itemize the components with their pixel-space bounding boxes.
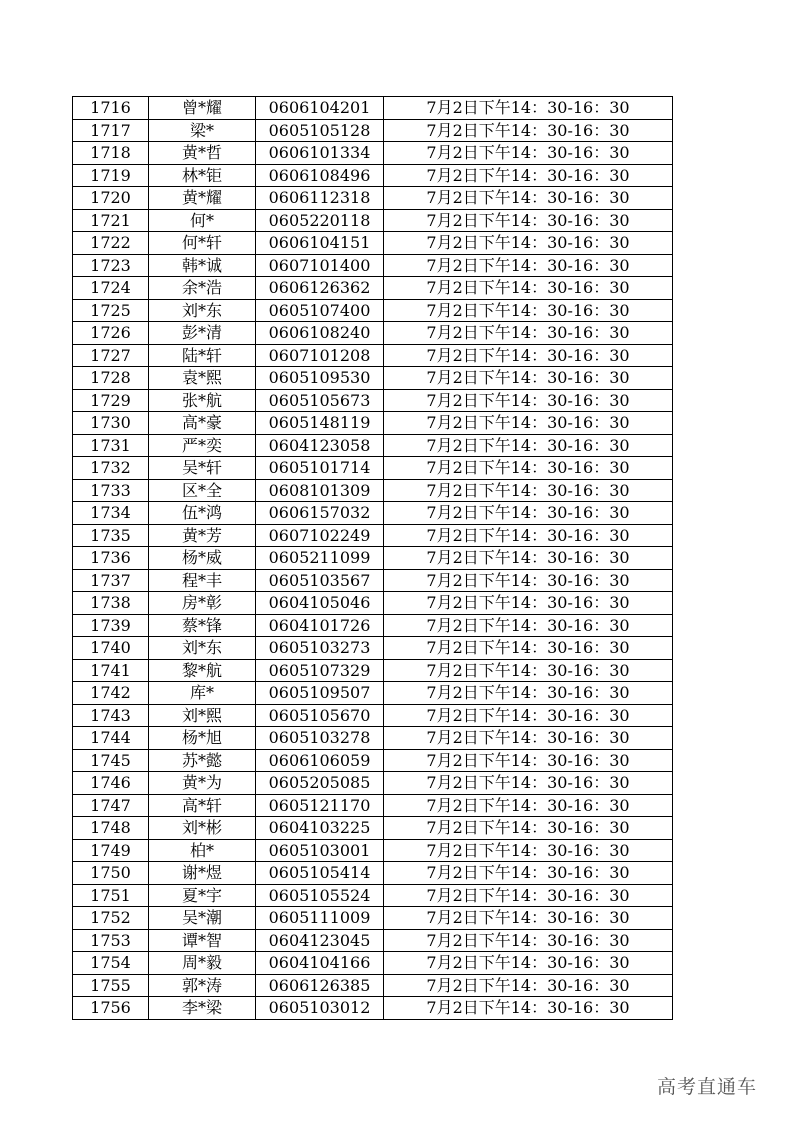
cell-candidate-id: 0605103012: [256, 997, 384, 1020]
cell-exam-time: 7月2日下午14：30-16：30: [384, 727, 673, 750]
cell-seq-number: 1737: [73, 569, 149, 592]
cell-exam-time: 7月2日下午14：30-16：30: [384, 434, 673, 457]
table-row: [73, 97, 673, 120]
cell-exam-time: 7月2日下午14：30-16：30: [384, 794, 673, 817]
cell-name: 林*钜: [149, 164, 256, 187]
table-row: [73, 952, 673, 975]
table-row: [73, 907, 673, 930]
cell-candidate-id: 0604103225: [256, 817, 384, 840]
watermark-text: 高考直通车: [657, 1076, 758, 1098]
cell-name: 曾*耀: [149, 97, 256, 120]
table-row: [73, 704, 673, 727]
cell-seq-number: 1731: [73, 434, 149, 457]
cell-candidate-id: 0606108240: [256, 322, 384, 345]
cell-candidate-id: 0607101208: [256, 344, 384, 367]
cell-name: 刘*东: [149, 299, 256, 322]
table-row: [73, 772, 673, 795]
cell-exam-time: 7月2日下午14：30-16：30: [384, 569, 673, 592]
table-row: [73, 974, 673, 997]
cell-name: 苏*懿: [149, 749, 256, 772]
cell-candidate-id: 0606106059: [256, 749, 384, 772]
cell-candidate-id: 0605103001: [256, 839, 384, 862]
table-row: [73, 839, 673, 862]
cell-seq-number: 1721: [73, 209, 149, 232]
cell-exam-time: 7月2日下午14：30-16：30: [384, 614, 673, 637]
cell-candidate-id: 0605105414: [256, 862, 384, 885]
table-row: [73, 209, 673, 232]
cell-candidate-id: 0605105673: [256, 389, 384, 412]
cell-seq-number: 1728: [73, 367, 149, 390]
table-row: [73, 479, 673, 502]
cell-name: 夏*宇: [149, 884, 256, 907]
table-row: [73, 389, 673, 412]
cell-name: 彭*清: [149, 322, 256, 345]
table-row: [73, 434, 673, 457]
table-row: [73, 457, 673, 480]
cell-seq-number: 1734: [73, 502, 149, 525]
cell-candidate-id: 0606126385: [256, 974, 384, 997]
cell-exam-time: 7月2日下午14：30-16：30: [384, 704, 673, 727]
cell-seq-number: 1733: [73, 479, 149, 502]
cell-exam-time: 7月2日下午14：30-16：30: [384, 254, 673, 277]
cell-candidate-id: 0606104201: [256, 97, 384, 120]
cell-exam-time: 7月2日下午14：30-16：30: [384, 389, 673, 412]
cell-exam-time: 7月2日下午14：30-16：30: [384, 277, 673, 300]
cell-name: 何*: [149, 209, 256, 232]
cell-candidate-id: 0605205085: [256, 772, 384, 795]
cell-candidate-id: 0605105524: [256, 884, 384, 907]
cell-name: 蔡*锋: [149, 614, 256, 637]
cell-name: 程*丰: [149, 569, 256, 592]
cell-exam-time: 7月2日下午14：30-16：30: [384, 142, 673, 165]
table-row: [73, 254, 673, 277]
cell-candidate-id: 0606104151: [256, 232, 384, 255]
cell-seq-number: 1743: [73, 704, 149, 727]
table-row: [73, 884, 673, 907]
cell-candidate-id: 0606126362: [256, 277, 384, 300]
cell-name: 库*: [149, 682, 256, 705]
cell-name: 陆*轩: [149, 344, 256, 367]
cell-name: 黄*哲: [149, 142, 256, 165]
cell-exam-time: 7月2日下午14：30-16：30: [384, 344, 673, 367]
cell-seq-number: 1739: [73, 614, 149, 637]
cell-exam-time: 7月2日下午14：30-16：30: [384, 637, 673, 660]
cell-candidate-id: 0607102249: [256, 524, 384, 547]
cell-exam-time: 7月2日下午14：30-16：30: [384, 209, 673, 232]
table-row: [73, 592, 673, 615]
table-row: [73, 187, 673, 210]
table-row: [73, 164, 673, 187]
cell-name: 黎*航: [149, 659, 256, 682]
cell-exam-time: 7月2日下午14：30-16：30: [384, 997, 673, 1020]
cell-exam-time: 7月2日下午14：30-16：30: [384, 682, 673, 705]
cell-candidate-id: 0605107329: [256, 659, 384, 682]
table-row: [73, 569, 673, 592]
cell-exam-time: 7月2日下午14：30-16：30: [384, 952, 673, 975]
cell-candidate-id: 0608101309: [256, 479, 384, 502]
table-row: [73, 524, 673, 547]
cell-exam-time: 7月2日下午14：30-16：30: [384, 187, 673, 210]
cell-exam-time: 7月2日下午14：30-16：30: [384, 772, 673, 795]
cell-exam-time: 7月2日下午14：30-16：30: [384, 367, 673, 390]
cell-candidate-id: 0604104166: [256, 952, 384, 975]
cell-seq-number: 1753: [73, 929, 149, 952]
cell-exam-time: 7月2日下午14：30-16：30: [384, 524, 673, 547]
cell-seq-number: 1745: [73, 749, 149, 772]
cell-name: 谢*煜: [149, 862, 256, 885]
cell-candidate-id: 0605111009: [256, 907, 384, 930]
cell-candidate-id: 0605103567: [256, 569, 384, 592]
cell-exam-time: 7月2日下午14：30-16：30: [384, 299, 673, 322]
cell-name: 刘*东: [149, 637, 256, 660]
table-row: [73, 862, 673, 885]
cell-seq-number: 1740: [73, 637, 149, 660]
cell-candidate-id: 0605107400: [256, 299, 384, 322]
cell-exam-time: 7月2日下午14：30-16：30: [384, 592, 673, 615]
cell-candidate-id: 0605105670: [256, 704, 384, 727]
cell-name: 黄*芳: [149, 524, 256, 547]
cell-name: 李*梁: [149, 997, 256, 1020]
cell-name: 高*轩: [149, 794, 256, 817]
cell-seq-number: 1724: [73, 277, 149, 300]
cell-seq-number: 1746: [73, 772, 149, 795]
schedule-table: [72, 96, 673, 1020]
cell-name: 杨*威: [149, 547, 256, 570]
cell-exam-time: 7月2日下午14：30-16：30: [384, 457, 673, 480]
table-row: [73, 682, 673, 705]
cell-exam-time: 7月2日下午14：30-16：30: [384, 884, 673, 907]
cell-seq-number: 1722: [73, 232, 149, 255]
cell-name: 黄*耀: [149, 187, 256, 210]
cell-exam-time: 7月2日下午14：30-16：30: [384, 839, 673, 862]
table-row: [73, 412, 673, 435]
cell-seq-number: 1736: [73, 547, 149, 570]
cell-seq-number: 1717: [73, 119, 149, 142]
cell-name: 郭*涛: [149, 974, 256, 997]
cell-seq-number: 1716: [73, 97, 149, 120]
cell-seq-number: 1751: [73, 884, 149, 907]
cell-candidate-id: 0605103273: [256, 637, 384, 660]
cell-exam-time: 7月2日下午14：30-16：30: [384, 907, 673, 930]
table-row: [73, 659, 673, 682]
cell-name: 区*全: [149, 479, 256, 502]
cell-exam-time: 7月2日下午14：30-16：30: [384, 119, 673, 142]
cell-seq-number: 1718: [73, 142, 149, 165]
cell-exam-time: 7月2日下午14：30-16：30: [384, 232, 673, 255]
cell-exam-time: 7月2日下午14：30-16：30: [384, 164, 673, 187]
cell-seq-number: 1752: [73, 907, 149, 930]
cell-candidate-id: 0605211099: [256, 547, 384, 570]
cell-candidate-id: 0605103278: [256, 727, 384, 750]
cell-seq-number: 1756: [73, 997, 149, 1020]
table-row: [73, 727, 673, 750]
cell-name: 伍*鸿: [149, 502, 256, 525]
cell-seq-number: 1742: [73, 682, 149, 705]
schedule-table-body: [73, 97, 673, 1020]
cell-candidate-id: 0606101334: [256, 142, 384, 165]
cell-seq-number: 1732: [73, 457, 149, 480]
cell-exam-time: 7月2日下午14：30-16：30: [384, 817, 673, 840]
cell-seq-number: 1723: [73, 254, 149, 277]
cell-seq-number: 1748: [73, 817, 149, 840]
cell-candidate-id: 0607101400: [256, 254, 384, 277]
cell-seq-number: 1749: [73, 839, 149, 862]
cell-seq-number: 1720: [73, 187, 149, 210]
cell-seq-number: 1727: [73, 344, 149, 367]
cell-candidate-id: 0604101726: [256, 614, 384, 637]
table-row: [73, 277, 673, 300]
table-row: [73, 142, 673, 165]
table-row: [73, 637, 673, 660]
cell-seq-number: 1747: [73, 794, 149, 817]
table-row: [73, 502, 673, 525]
cell-seq-number: 1729: [73, 389, 149, 412]
cell-exam-time: 7月2日下午14：30-16：30: [384, 479, 673, 502]
cell-name: 吴*潮: [149, 907, 256, 930]
cell-candidate-id: 0605220118: [256, 209, 384, 232]
cell-name: 吴*轩: [149, 457, 256, 480]
cell-name: 袁*熙: [149, 367, 256, 390]
table-row: [73, 299, 673, 322]
table-row: [73, 817, 673, 840]
cell-name: 严*奕: [149, 434, 256, 457]
table-row: [73, 119, 673, 142]
table-row: [73, 344, 673, 367]
cell-candidate-id: 0606157032: [256, 502, 384, 525]
cell-candidate-id: 0604123058: [256, 434, 384, 457]
cell-exam-time: 7月2日下午14：30-16：30: [384, 412, 673, 435]
cell-seq-number: 1719: [73, 164, 149, 187]
cell-seq-number: 1730: [73, 412, 149, 435]
table-row: [73, 997, 673, 1020]
cell-candidate-id: 0606112318: [256, 187, 384, 210]
table-row: [73, 322, 673, 345]
table-row: [73, 367, 673, 390]
table-row: [73, 614, 673, 637]
cell-seq-number: 1755: [73, 974, 149, 997]
table-row: [73, 749, 673, 772]
cell-candidate-id: 0605109507: [256, 682, 384, 705]
cell-seq-number: 1744: [73, 727, 149, 750]
cell-name: 韩*诚: [149, 254, 256, 277]
cell-exam-time: 7月2日下午14：30-16：30: [384, 322, 673, 345]
cell-name: 余*浩: [149, 277, 256, 300]
cell-candidate-id: 0604105046: [256, 592, 384, 615]
cell-seq-number: 1725: [73, 299, 149, 322]
cell-seq-number: 1726: [73, 322, 149, 345]
cell-name: 柏*: [149, 839, 256, 862]
cell-seq-number: 1738: [73, 592, 149, 615]
cell-name: 刘*彬: [149, 817, 256, 840]
cell-exam-time: 7月2日下午14：30-16：30: [384, 97, 673, 120]
cell-seq-number: 1754: [73, 952, 149, 975]
cell-exam-time: 7月2日下午14：30-16：30: [384, 974, 673, 997]
cell-name: 何*轩: [149, 232, 256, 255]
table-row: [73, 794, 673, 817]
cell-name: 高*豪: [149, 412, 256, 435]
table-row: [73, 547, 673, 570]
cell-exam-time: 7月2日下午14：30-16：30: [384, 862, 673, 885]
cell-seq-number: 1750: [73, 862, 149, 885]
table-row: [73, 929, 673, 952]
cell-candidate-id: 0605121170: [256, 794, 384, 817]
cell-name: 谭*智: [149, 929, 256, 952]
cell-candidate-id: 0604123045: [256, 929, 384, 952]
cell-name: 周*毅: [149, 952, 256, 975]
cell-name: 梁*: [149, 119, 256, 142]
cell-exam-time: 7月2日下午14：30-16：30: [384, 659, 673, 682]
cell-candidate-id: 0605148119: [256, 412, 384, 435]
cell-seq-number: 1741: [73, 659, 149, 682]
cell-exam-time: 7月2日下午14：30-16：30: [384, 929, 673, 952]
cell-exam-time: 7月2日下午14：30-16：30: [384, 502, 673, 525]
cell-seq-number: 1735: [73, 524, 149, 547]
cell-candidate-id: 0605101714: [256, 457, 384, 480]
cell-name: 房*彰: [149, 592, 256, 615]
table-row: [73, 232, 673, 255]
cell-candidate-id: 0605109530: [256, 367, 384, 390]
cell-candidate-id: 0605105128: [256, 119, 384, 142]
cell-exam-time: 7月2日下午14：30-16：30: [384, 547, 673, 570]
cell-name: 张*航: [149, 389, 256, 412]
cell-name: 刘*熙: [149, 704, 256, 727]
cell-name: 黄*为: [149, 772, 256, 795]
cell-candidate-id: 0606108496: [256, 164, 384, 187]
cell-exam-time: 7月2日下午14：30-16：30: [384, 749, 673, 772]
cell-name: 杨*旭: [149, 727, 256, 750]
